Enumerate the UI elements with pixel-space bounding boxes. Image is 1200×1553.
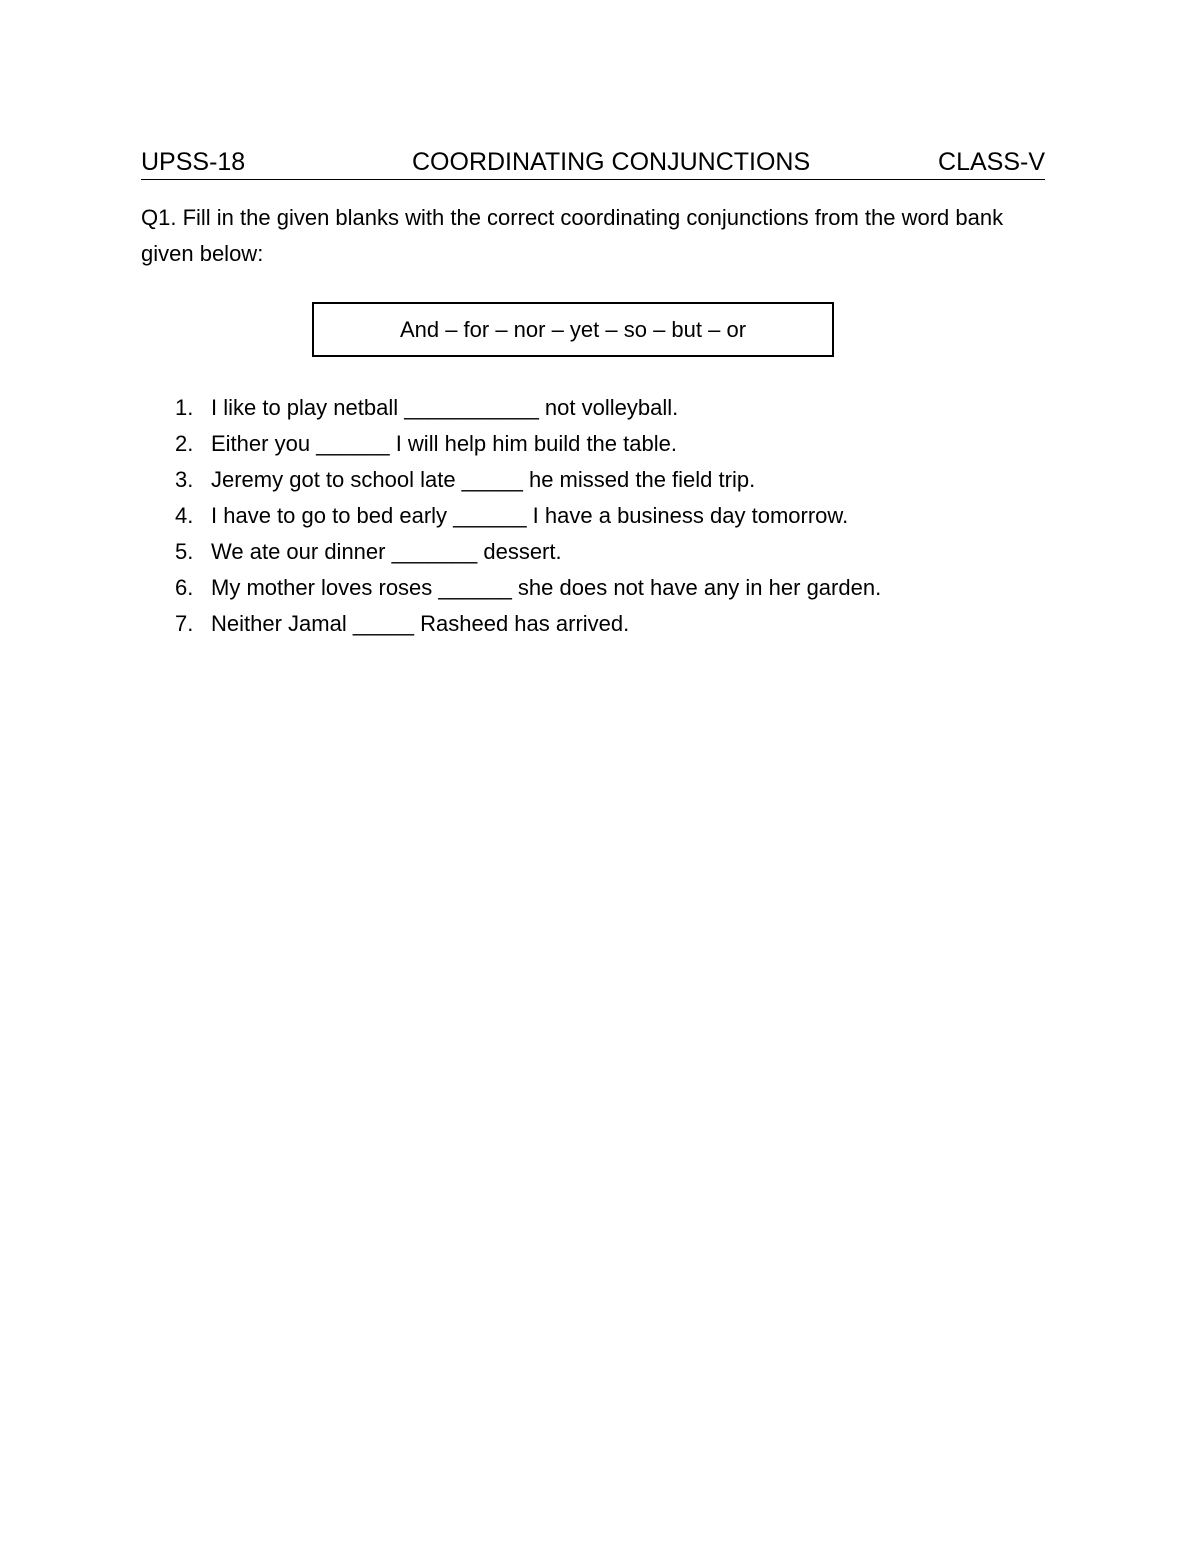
class-label: CLASS-V	[938, 148, 1045, 176]
item-sentence: My mother loves roses ______ she does not have any in her garden.	[211, 575, 882, 600]
item-sentence: Neither Jamal _____ Rasheed has arrived.	[211, 611, 630, 636]
item-sentence: We ate our dinner _______ dessert.	[211, 539, 562, 564]
question-instruction: Q1. Fill in the given blanks with the correct coordinating conjunctions from the word bank given below:	[141, 205, 1004, 266]
item-number: 3.	[175, 467, 194, 492]
item-number: 1.	[175, 395, 194, 420]
school-code: UPSS-18	[141, 148, 246, 176]
worksheet-title: COORDINATING CONJUNCTIONS	[412, 148, 811, 176]
item-number: 5.	[175, 539, 194, 564]
item-sentence: I have to go to bed early ______ I have a business day tomorrow.	[211, 503, 849, 528]
item-number: 2.	[175, 431, 194, 456]
item-sentence: Either you ______ I will help him build the table.	[211, 431, 677, 456]
worksheet-header	[141, 147, 1045, 180]
item-number: 4.	[175, 503, 194, 528]
item-sentence: I like to play netball ___________ not volleyball.	[211, 395, 679, 420]
item-number: 6.	[175, 575, 194, 600]
item-number: 7.	[175, 611, 194, 636]
item-sentence: Jeremy got to school late _____ he missed the field trip.	[211, 467, 756, 492]
word-bank-box: And – for – nor – yet – so – but – or	[312, 302, 834, 357]
